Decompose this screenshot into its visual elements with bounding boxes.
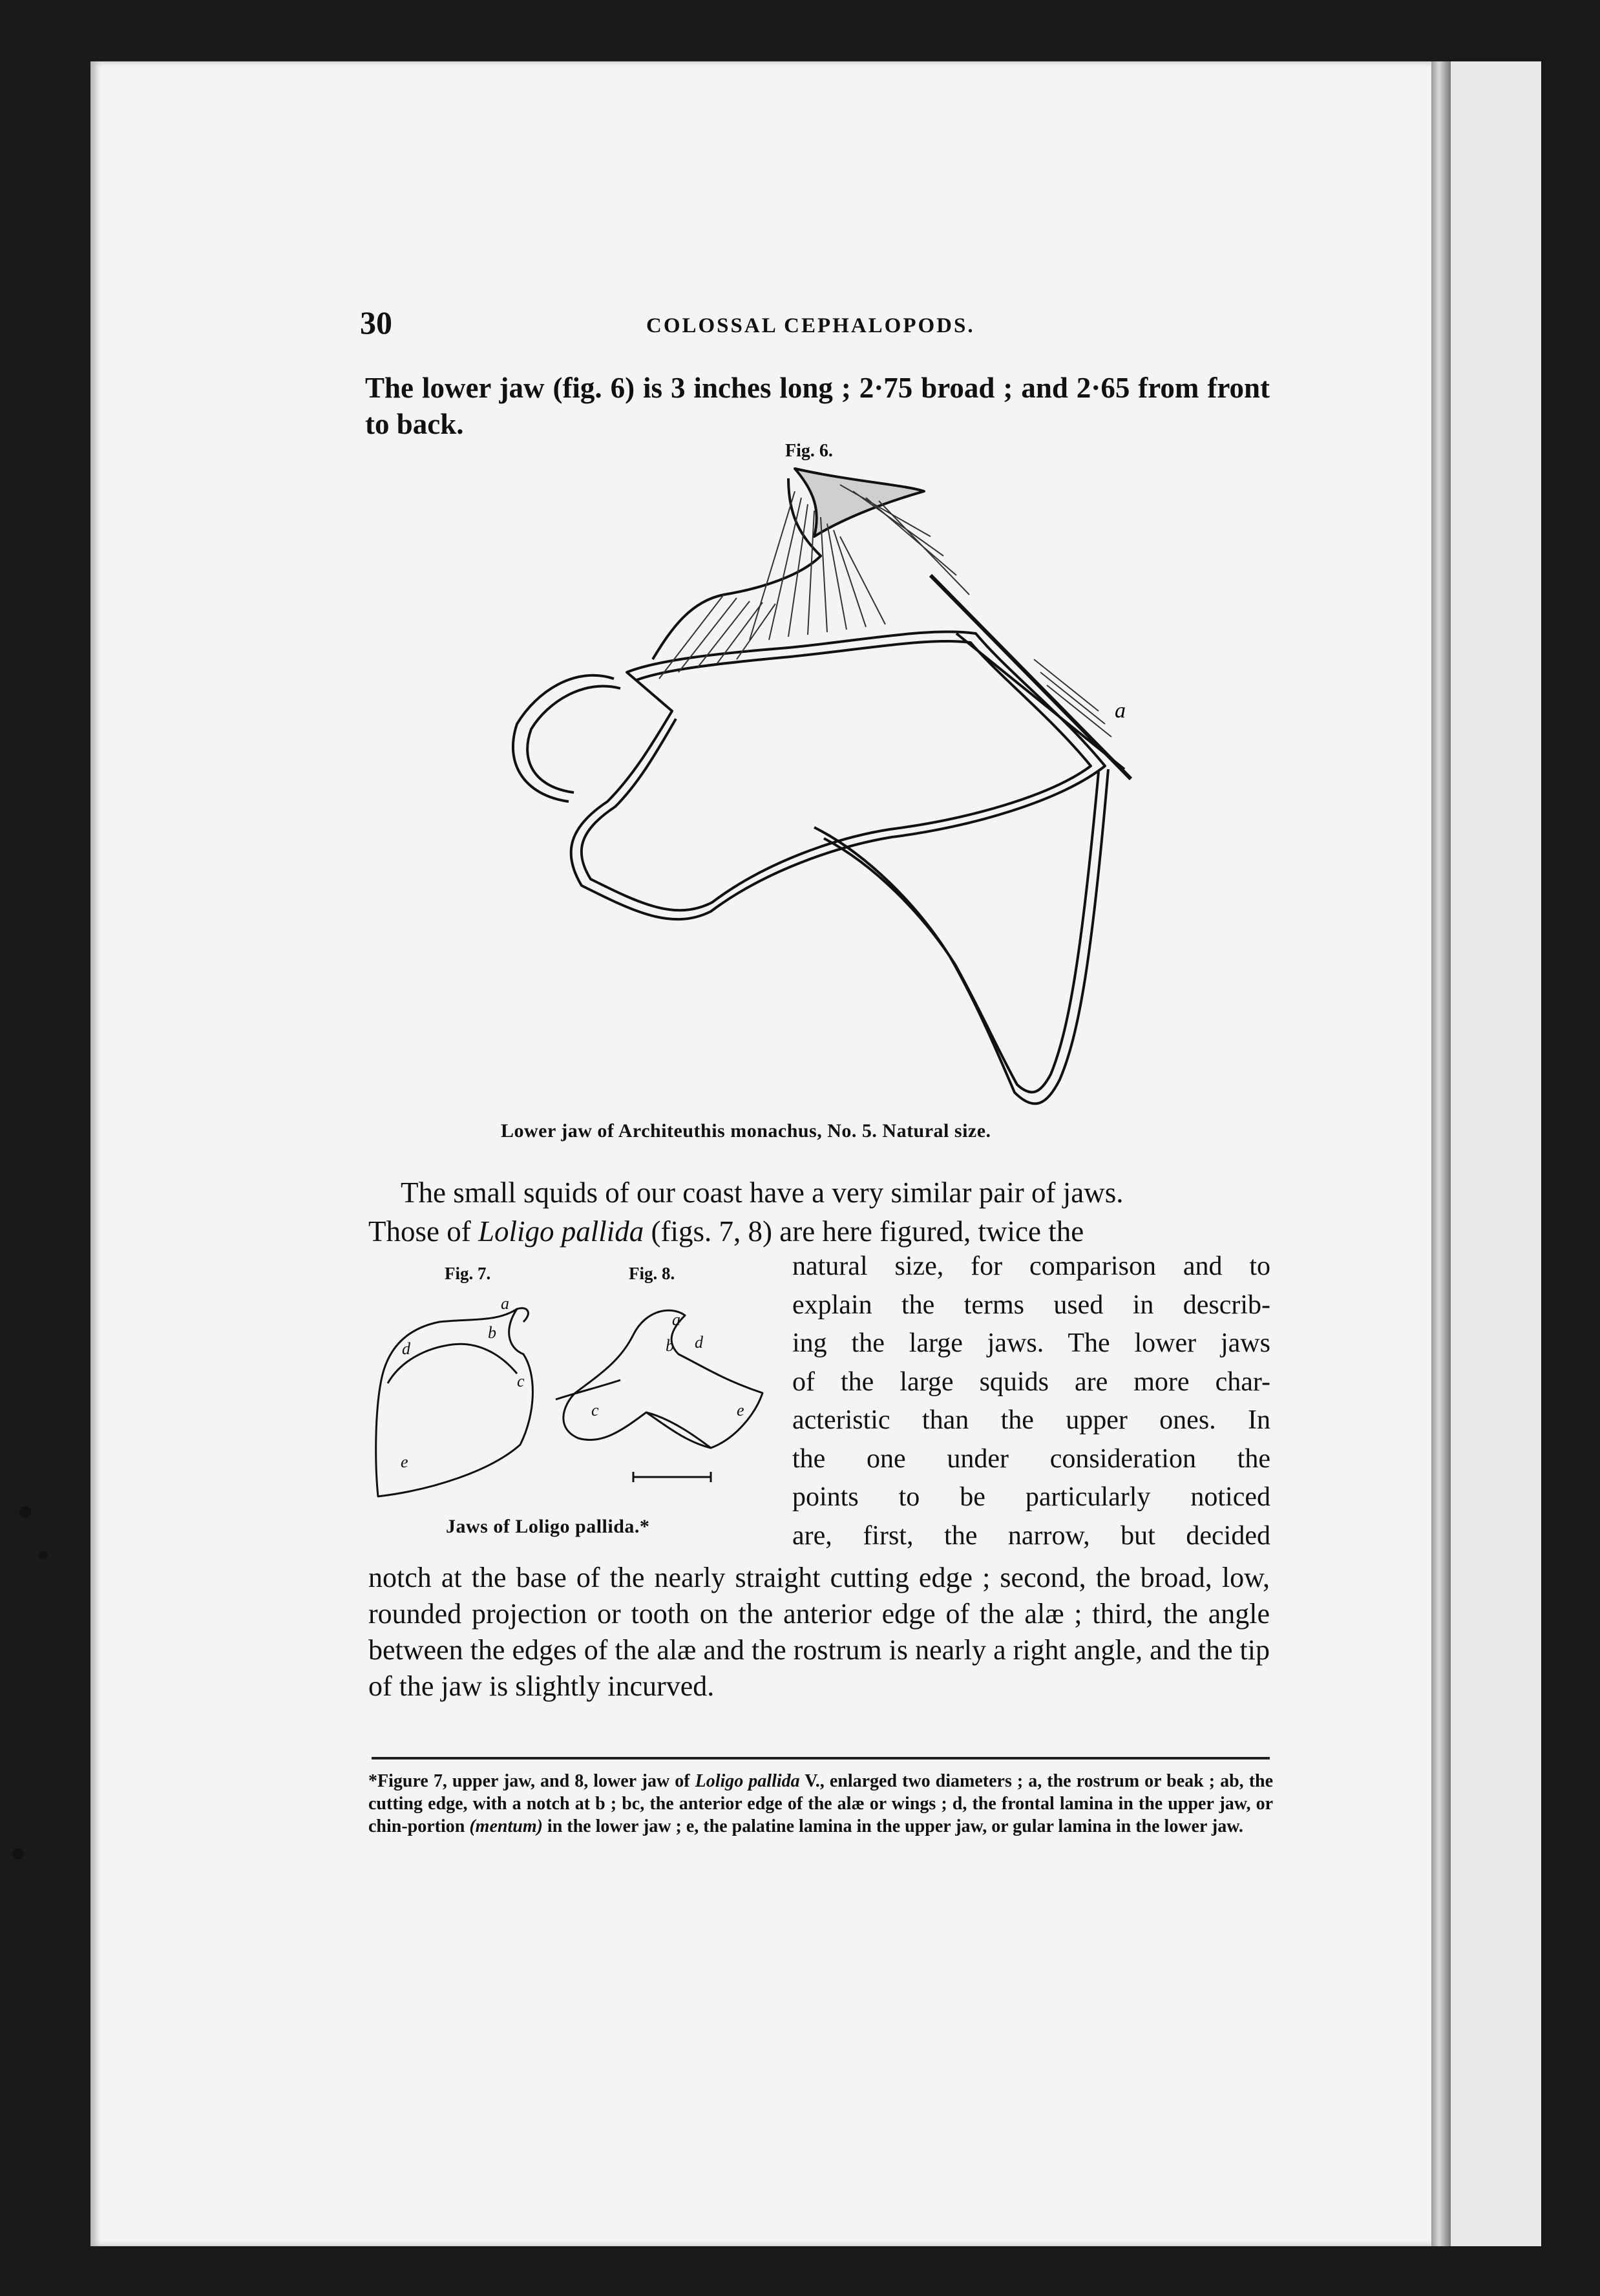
paragraph-2-tail: notch at the base of the nearly straight cutting edge ; second, the broad, low, rounded projection or tooth on the anterior edge of the alæ ; third, the angle between the edges of the alæ and the rostrum is nearly a right angle, and the tip of the jaw is slightly incurved. bbox=[368, 1562, 1270, 1702]
intro-paragraph: The lower jaw (fig. 6) is 3 inches long ; 2·75 broad ; and 2·65 from front to back. bbox=[365, 372, 1270, 440]
fig8-letter-b: b bbox=[666, 1336, 674, 1355]
column-line: the one under consideration the bbox=[792, 1443, 1270, 1474]
page-number: 30 bbox=[360, 304, 392, 341]
figure-7-label: Fig. 7. bbox=[445, 1264, 491, 1283]
fig7-letter-e: e bbox=[401, 1452, 408, 1471]
footnote-part-2: V., enlarged two diameters ; a, the rostrum or beak ; ab, the cutting edge, with a notch at b ; bc, the anterior edge of the alæ or wings ; d, the frontal lamina in the upper jaw, or chin-portion bbox=[368, 1771, 1274, 1836]
column-line: acteristic than the upper ones. In bbox=[792, 1405, 1270, 1435]
column-line: natural size, for comparison and to bbox=[792, 1251, 1270, 1281]
fig8-letter-d: d bbox=[695, 1333, 703, 1352]
fig7-letter-d: d bbox=[402, 1339, 410, 1358]
species-name: Loligo pallida bbox=[478, 1215, 644, 1248]
page-edge bbox=[1451, 61, 1541, 2246]
column-line: explain the terms used in describ- bbox=[792, 1290, 1270, 1320]
footnote-part-1: *Figure 7, upper jaw, and 8, lower jaw of bbox=[368, 1771, 690, 1791]
dust-speck bbox=[19, 1506, 31, 1518]
footnote-part-3: in the lower jaw ; e, the palatine lamina in the upper jaw, or gular lamina in the lower jaw. bbox=[547, 1816, 1243, 1836]
dust-speck bbox=[13, 1849, 23, 1859]
running-head: COLOSSAL CEPHALOPODS. bbox=[646, 314, 975, 337]
book-spine bbox=[1431, 61, 1451, 2246]
column-line: ing the large jaws. The lower jaws bbox=[792, 1328, 1270, 1358]
footnote-species: Loligo pallida bbox=[695, 1771, 800, 1791]
paragraph-2-line-2-post: (figs. 7, 8) are here figured, twice the bbox=[651, 1215, 1084, 1248]
figure-6-label: Fig. 6. bbox=[785, 441, 833, 461]
fig8-letter-c: c bbox=[591, 1401, 599, 1419]
paragraph-2-line-2 bbox=[368, 1212, 1270, 1251]
footnote-mentum: (mentum) bbox=[469, 1816, 543, 1836]
fig7-letter-c: c bbox=[517, 1372, 525, 1390]
paragraph-2-column bbox=[792, 1248, 1270, 1555]
figure-6-marker-a: a bbox=[1115, 699, 1126, 723]
figures-7-8-loligo-jaws bbox=[362, 1283, 788, 1516]
fig8-letter-e: e bbox=[737, 1401, 744, 1419]
column-line: points to be particularly noticed bbox=[792, 1482, 1270, 1512]
figure-6-caption: Lower jaw of Architeuthis monachus, No. 5. Natural size. bbox=[501, 1120, 991, 1142]
figure-6-lower-jaw-illustration bbox=[478, 465, 1150, 1131]
footnote-rule bbox=[372, 1757, 1270, 1759]
column-line: are, first, the narrow, but decided bbox=[792, 1520, 1270, 1551]
fig7-letter-b: b bbox=[488, 1323, 496, 1342]
fig7-letter-a: a bbox=[501, 1294, 509, 1313]
dust-speck bbox=[39, 1551, 48, 1559]
fig8-letter-a: a bbox=[672, 1310, 680, 1329]
column-line: of the large squids are more char- bbox=[792, 1366, 1270, 1397]
paragraph-2-line-2-pre: Those of bbox=[368, 1215, 471, 1248]
paragraph-2-line-1: The small squids of our coast have a very similar pair of jaws. bbox=[401, 1176, 1124, 1209]
figure-8-label: Fig. 8. bbox=[629, 1264, 675, 1283]
footnote bbox=[368, 1770, 1273, 1838]
figures-7-8-caption: Jaws of Loligo pallida.* bbox=[446, 1516, 650, 1537]
